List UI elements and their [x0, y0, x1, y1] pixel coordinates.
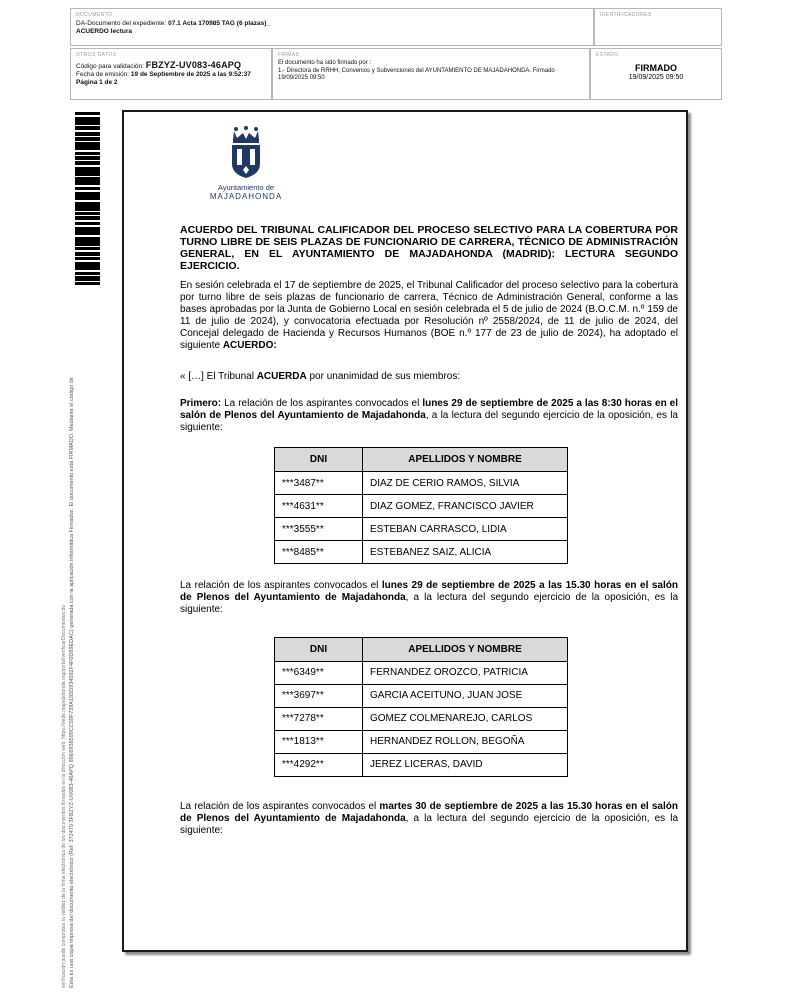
meta-cell-firmas	[272, 48, 590, 100]
meta-label-identificadores: IDENTIFICADORES	[600, 12, 652, 18]
table-row	[275, 753, 568, 776]
table-row	[275, 472, 568, 495]
seg3-tail: , a la lectura del segundo ejercicio de la oposición, es la siguiente:	[180, 812, 679, 836]
print-verification-text-2: verificación puede comprobar la validez de la firma electrónica de los documentos firmados en la dirección web: https://sede.majadahonda.org/portal/verificarDocumentos.do	[61, 605, 67, 988]
cell-dni: ***3555**	[275, 518, 363, 541]
page-number: Página 1 de 2	[76, 79, 118, 86]
primero-date: lunes 29 de septiembre de 2025 a las 8:30 horas en el salón de Plenos del Ayuntamiento de Majadahonda	[180, 398, 678, 422]
cell-name: DIAZ DE CERIO RAMOS, SILVIA	[363, 472, 568, 495]
col-header-dni: DNI	[275, 637, 363, 661]
intro-acuerdo: ACUERDO:	[222, 339, 277, 351]
validation-code: FBZYZ-UV083-46APQ	[145, 60, 242, 70]
document-page	[122, 110, 688, 952]
table-row	[275, 730, 568, 753]
status-datetime: 19/09/2025 09:50	[628, 74, 684, 81]
documento-expediente: 07.1 Acta 170985 TAG (6 plazas)_	[168, 20, 271, 27]
cell-name: HERNANDEZ ROLLON, BEGOÑA	[363, 730, 568, 753]
col-header-dni: DNI	[275, 448, 363, 472]
cell-name: GOMEZ COLMENAREJO, CARLOS	[363, 707, 568, 730]
cell-dni: ***3487**	[275, 472, 363, 495]
cell-dni: ***3697**	[275, 684, 363, 707]
meta-cell-identificadores	[594, 8, 722, 46]
meta-label-otros-datos: OTROS DATOS	[76, 52, 117, 58]
documento-pre: DA-Documento del expediente:	[76, 20, 169, 27]
quote-acuerda: ACUERDA	[256, 371, 307, 383]
primero-tail: , a la lectura del segundo ejercicio de la oposición, es la siguiente:	[180, 410, 678, 434]
emission-date: 19 de Septiembre de 2025 a las 9:52:37	[130, 71, 251, 78]
page-number-line	[76, 79, 266, 87]
cell-dni: ***1813**	[275, 730, 363, 753]
primero-paragraph	[180, 398, 678, 434]
table-row	[275, 684, 568, 707]
meta-cell-estado	[590, 48, 722, 100]
document-content	[180, 224, 678, 837]
intro-paragraph	[180, 280, 678, 351]
cell-name: ESTEBANEZ SAIZ, ALICIA	[363, 541, 568, 564]
seg2-pre: La relación de los aspirantes convocados el	[180, 580, 382, 592]
emission-date-line	[76, 71, 266, 79]
seg2-tail: , a la lectura del segundo ejercicio de la oposición, es la siguiente:	[180, 591, 679, 615]
validation-code-line	[76, 61, 266, 71]
cell-dni: ***4631**	[275, 495, 363, 518]
meta-label-firmas: FIRMAS	[278, 52, 300, 58]
print-verification-text-1: Esta es una copia impresa del documento electrónico (Ref: 372470 3FBZYZ-UV083-46APQ 89E6938599CC59F739A185D934592F4F0D89EDAC) generada con la aplicación informática Firmadoc. El documento está FIRMADO. Mediante el código de	[69, 377, 75, 988]
primero-mid: La relación de los aspirantes convocados el	[221, 398, 423, 410]
tuesday-session-paragraph	[180, 801, 678, 837]
document-title: ACUERDO DEL TRIBUNAL CALIFICADOR DEL PROCESO SELECTIVO PARA LA COBERTURA POR TURNO LIBRE DE SEIS PLAZAS DE FUNCIONARIO DE CARRERA, TÉCNICO DE ADMINISTRACIÓN GENERAL, EN EL AYUNTAMIENTO DE MAJADAHONDA (MADRID): LECTURA SEGUNDO EJERCICIO.	[180, 224, 678, 272]
cell-name: DIAZ GOMEZ, FRANCISCO JAVIER	[363, 495, 568, 518]
cell-name: JEREZ LICERAS, DAVID	[363, 753, 568, 776]
barcode	[75, 112, 100, 285]
quote-pre: « […] El Tribunal	[180, 371, 257, 383]
intro-text: En sesión celebrada el 17 de septiembre de 2025, el Tribunal Calificador del proceso selectivo para la cobertura por turno libre de seis plazas de funcionario de carrera, Técnico de Administración General, conforme a las bases aprobadas por la Junta de Gobierno Local en sesión celebrada el 5 de julio de 2024 (B.O.C.M. n.º 159 de 11 de julio de 2024), y convocatoria efectuada por Resolución nº 2558/2024, de 11 de julio de 2024, del Concejal delegado de Hacienda y Recursos Humanos (BOE n.º 177 de 23 de julio de 2024), ha adoptado el siguiente	[180, 280, 678, 351]
meta-label-documento: DOCUMENTO	[76, 12, 113, 18]
cell-name: ESTEBAN CARRASCO, LIDIA	[363, 518, 568, 541]
meta-label-estado: ESTADO	[596, 52, 619, 58]
cell-dni: ***8485**	[275, 541, 363, 564]
seg3-date: martes 30 de septiembre de 2025 a las 15.30 horas en el salón de Plenos del Ayuntamiento de Majadahonda	[180, 800, 678, 824]
table-row	[275, 707, 568, 730]
col-header-nombre: APELLIDOS Y NOMBRE	[363, 637, 568, 661]
cell-name: GARCIA ACEITUNO, JUAN JOSE	[363, 684, 568, 707]
town-crest-logo	[186, 126, 306, 201]
validation-code-label: Código para validación:	[76, 63, 146, 70]
logo-text-line2: MAJADAHONDA	[209, 192, 283, 201]
crest-icon	[223, 126, 269, 180]
signature-detail: 1.- Directora de RRHH, Convenios y Subvenciones del AYUNTAMIENTO DE MAJADAHONDA. Firmado 19/09/2025 09:50	[278, 67, 555, 81]
table-row	[275, 495, 568, 518]
table-row	[275, 661, 568, 684]
quote-post: por unanimidad de sus miembros:	[306, 371, 461, 383]
documento-expediente-2: ACUERDO lectura	[76, 28, 132, 35]
cell-dni: ***6349**	[275, 661, 363, 684]
table-header-row	[275, 448, 568, 472]
cell-dni: ***4292**	[275, 753, 363, 776]
meta-value-documento	[76, 20, 588, 36]
signature-intro: El documento ha sido firmado por :	[278, 60, 372, 66]
logo-text-line1: Ayuntamiento de	[217, 183, 275, 192]
seg2-date: lunes 29 de septiembre de 2025 a las 15.30 horas en el salón de Plenos del Ayuntamiento de Majadahonda	[180, 580, 678, 603]
meta-cell-documento	[70, 8, 594, 46]
meta-cell-otros-datos	[70, 48, 272, 100]
table-row	[275, 518, 568, 541]
table-header-row	[275, 637, 568, 661]
convocation-table-2	[274, 637, 568, 777]
emission-date-label: Fecha de emisión:	[76, 71, 131, 78]
afternoon-session-paragraph	[180, 580, 678, 616]
tribunal-quote	[180, 371, 678, 383]
primero-lead: Primero:	[180, 398, 222, 410]
status-badge: FIRMADO	[635, 63, 677, 73]
col-header-nombre: APELLIDOS Y NOMBRE	[363, 448, 568, 472]
table-row	[275, 541, 568, 564]
cell-name: FERNANDEZ OROZCO, PATRICIA	[363, 661, 568, 684]
seg3-pre: La relación de los aspirantes convocados el	[180, 800, 380, 812]
cell-dni: ***7278**	[275, 707, 363, 730]
convocation-table-1	[274, 447, 568, 564]
